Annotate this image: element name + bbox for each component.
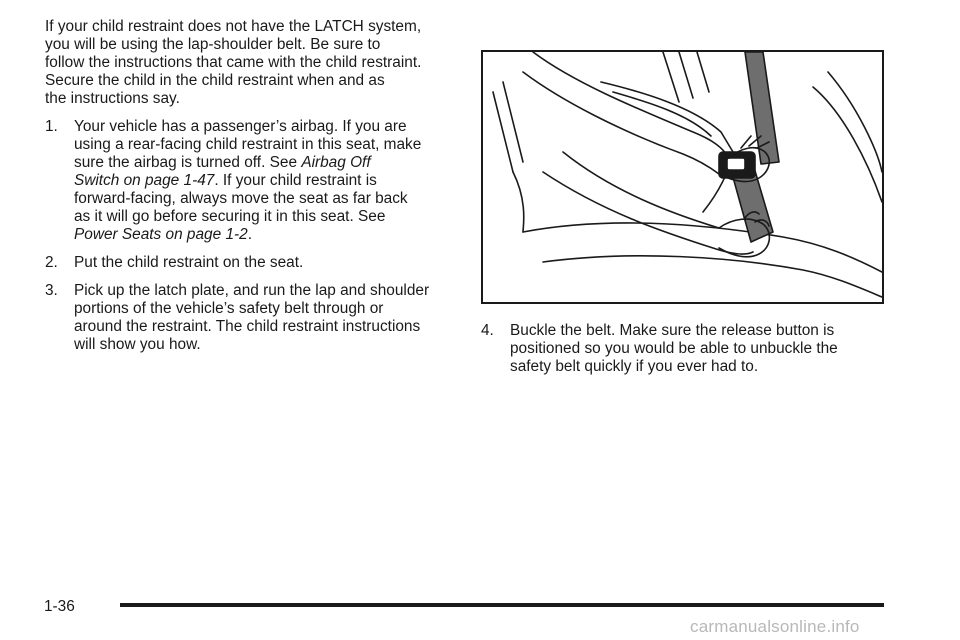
- belt-buckle-illustration: [483, 52, 882, 302]
- step-number: 3.: [45, 282, 58, 299]
- step-item: [481, 322, 901, 376]
- step-line: [74, 282, 465, 300]
- step-text: will show you how.: [74, 336, 201, 353]
- steps-list: [45, 118, 465, 354]
- seat-cushion-outline: [523, 223, 882, 272]
- step-text: .: [247, 226, 252, 243]
- step-text: using a rear-facing child restraint in this seat, make: [74, 136, 422, 153]
- step-item: [45, 118, 465, 244]
- intro-line: Secure the child in the child restraint when and as: [45, 72, 385, 89]
- right-column: [481, 322, 901, 386]
- step-text: as it will go before securing it in this seat. See: [74, 208, 386, 225]
- step-line: [74, 172, 465, 190]
- step-line: [74, 336, 465, 354]
- step-line: [74, 208, 465, 226]
- step-line: [510, 340, 901, 358]
- step-item: [45, 254, 465, 272]
- door-panel: [813, 72, 882, 202]
- step-number: 1.: [45, 118, 58, 135]
- seat-cushion-edge: [513, 172, 524, 232]
- step-text: around the restraint. The child restraint instructions: [74, 318, 421, 335]
- step-text: positioned so you would be able to unbuckle the: [510, 340, 838, 357]
- step-line: [74, 300, 465, 318]
- step-text: safety belt quickly if you ever had to.: [510, 358, 759, 375]
- intro-paragraph: [45, 18, 465, 108]
- intro-line: the instructions say.: [45, 90, 180, 107]
- cross-reference: Airbag Off: [301, 154, 371, 171]
- step-text: . If your child restraint is: [214, 172, 377, 189]
- intro-line: you will be using the lap-shoulder belt. Be sure to: [45, 36, 381, 53]
- step-line: [510, 322, 901, 340]
- step-number: 2.: [45, 254, 58, 271]
- intro-line: follow the instructions that came with the child restraint.: [45, 54, 422, 71]
- step-line: [74, 318, 465, 336]
- step-item: [45, 282, 465, 354]
- intro-line: If your child restraint does not have the LATCH system,: [45, 18, 422, 35]
- step-text: Your vehicle has a passenger’s airbag. If you are: [74, 118, 407, 135]
- watermark-text: carmanualsonline.info: [690, 617, 860, 636]
- step-number: 4.: [481, 322, 494, 339]
- seat-back-inner: [613, 92, 711, 136]
- step-line: [74, 154, 465, 172]
- step-text: portions of the vehicle’s safety belt through or: [74, 300, 384, 317]
- lower-arm-top-edge: [563, 152, 719, 228]
- step-line: [74, 136, 465, 154]
- steps-list-continued: [481, 322, 901, 376]
- step-line: [510, 358, 901, 376]
- cross-reference: Power Seats on page 1-2: [74, 226, 248, 243]
- step-text: Put the child restraint on the seat.: [74, 254, 304, 271]
- step-text: forward-facing, always move the seat as far back: [74, 190, 408, 207]
- left-column: [45, 18, 465, 364]
- console-line: [493, 82, 523, 172]
- upper-arm: [533, 52, 729, 158]
- lap-belt: [663, 52, 709, 102]
- step-line: [74, 118, 465, 136]
- step-line: [74, 190, 465, 208]
- seat-cushion-front: [543, 256, 882, 297]
- step-text: Pick up the latch plate, and run the lap and shoulder: [74, 282, 430, 299]
- page-number: 1-36: [44, 598, 75, 615]
- buckle-button: [727, 158, 745, 170]
- step-line: [74, 226, 465, 244]
- step-text: sure the airbag is turned off. See: [74, 154, 302, 171]
- illustration-buckling-seat-belt: [481, 50, 884, 304]
- cross-reference: Switch on page 1-47: [74, 172, 215, 189]
- footer-rule: [120, 603, 884, 607]
- step-text: Buckle the belt. Make sure the release button is: [510, 322, 835, 339]
- step-line: [74, 254, 465, 272]
